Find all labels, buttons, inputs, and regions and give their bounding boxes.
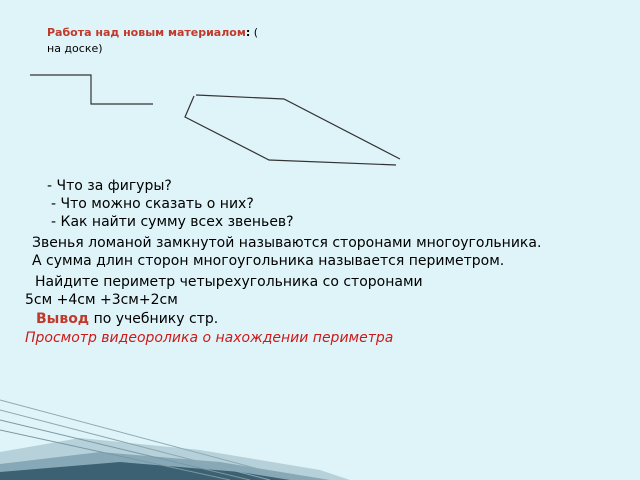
heading-paren: ( <box>250 26 259 39</box>
conclusion-text: по учебнику стр. <box>89 311 219 327</box>
question-1: - Что за фигуры? <box>47 178 172 194</box>
question-3: - Как найти сумму всех звеньев? <box>51 214 294 230</box>
conclusion-label: Вывод <box>36 311 90 327</box>
statement-2: А сумма длин сторон многоугольника называется периметром. <box>32 253 505 269</box>
heading-title: Работа над новым материалом <box>47 26 246 39</box>
heading-line2: на доске) <box>47 42 103 55</box>
statement-1: Звенья ломаной замкнутой называются сторонами многоугольника. <box>32 235 542 251</box>
video-link[interactable]: Просмотр видеоролика о нахождении периметра <box>25 330 394 346</box>
question-2: - Что можно сказать о них? <box>51 196 254 212</box>
task-line-2: 5см +4см +3см+2см <box>25 292 178 308</box>
task-line-1: Найдите периметр четырехугольника со сторонами <box>35 274 423 290</box>
heading-colon: : <box>245 26 251 39</box>
